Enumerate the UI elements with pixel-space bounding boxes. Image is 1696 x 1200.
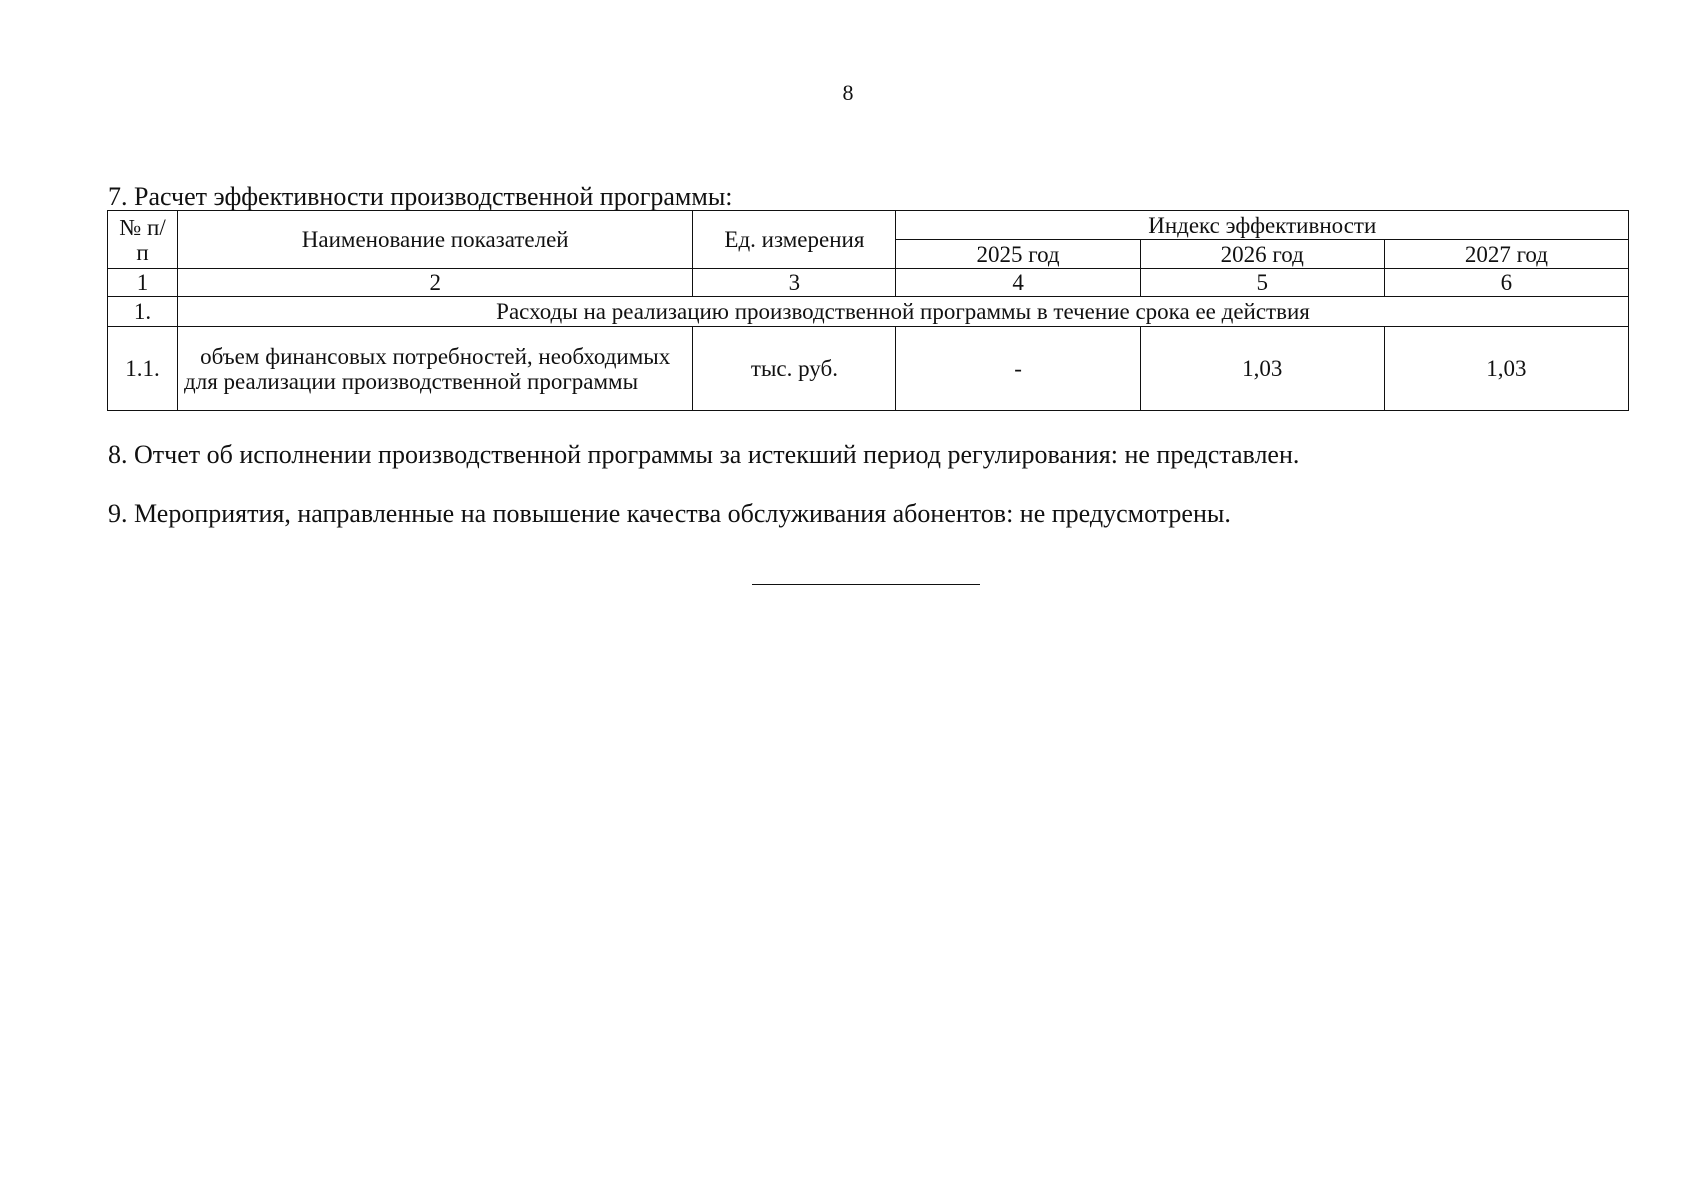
group-label: Расходы на реализацию производственной программы в течение срока ее действия <box>178 297 1629 327</box>
table-header-row <box>108 211 1629 240</box>
row-value-2027: 1,03 <box>1384 327 1628 411</box>
section-7-heading: 7. Расчет эффективности производственной программы: <box>108 182 733 211</box>
column-number: 5 <box>1140 269 1384 297</box>
header-index-group: Индекс эффективности <box>896 211 1629 240</box>
row-value-2026: 1,03 <box>1140 327 1384 411</box>
row-unit: тыс. руб. <box>693 327 896 411</box>
header-num: № п/п <box>108 211 178 269</box>
group-num: 1. <box>108 297 178 327</box>
column-number-row <box>108 269 1629 297</box>
column-number: 2 <box>178 269 693 297</box>
section-8-text: 8. Отчет об исполнении производственной программы за истекший период регулирования: не представлен. <box>108 440 1300 469</box>
column-number: 6 <box>1384 269 1628 297</box>
column-number: 3 <box>693 269 896 297</box>
efficiency-table <box>107 210 1629 411</box>
table-group-row <box>108 297 1629 327</box>
column-number: 4 <box>896 269 1140 297</box>
row-value-2025: - <box>896 327 1140 411</box>
page-number: 8 <box>842 80 854 105</box>
section-9-text: 9. Мероприятия, направленные на повышение качества обслуживания абонентов: не предусмотрены. <box>108 499 1231 528</box>
header-year-2025: 2025 год <box>896 240 1140 269</box>
header-year-2027: 2027 год <box>1384 240 1628 269</box>
table-row <box>108 327 1629 411</box>
row-name: объем финансовых потребностей, необходимых для реализации производственной программы <box>178 327 693 411</box>
header-name: Наименование показателей <box>178 211 693 269</box>
header-year-2026: 2026 год <box>1140 240 1384 269</box>
row-num: 1.1. <box>108 327 178 411</box>
column-number: 1 <box>108 269 178 297</box>
header-unit: Ед. измерения <box>693 211 896 269</box>
end-divider <box>752 584 980 585</box>
